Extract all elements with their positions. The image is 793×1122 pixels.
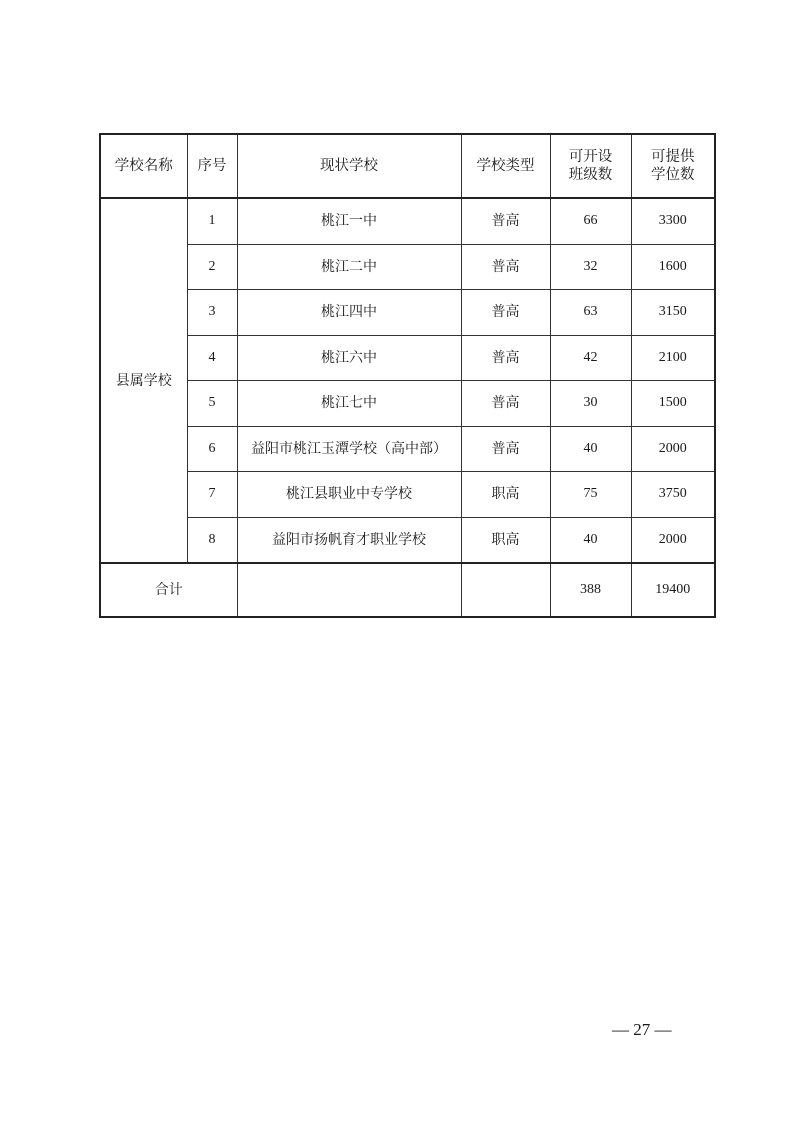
table-row xyxy=(100,517,715,563)
cell-type: 普高 xyxy=(461,381,550,427)
cell-classes: 42 xyxy=(550,335,631,381)
total-seats: 19400 xyxy=(631,563,715,617)
table-row xyxy=(100,290,715,336)
table-row xyxy=(100,198,715,244)
cell-type: 普高 xyxy=(461,335,550,381)
total-type-empty xyxy=(461,563,550,617)
table-row xyxy=(100,335,715,381)
header-seats-line1: 可提供 xyxy=(651,149,695,165)
cell-type: 普高 xyxy=(461,426,550,472)
cell-seats: 2000 xyxy=(631,517,715,563)
cell-seats: 3750 xyxy=(631,472,715,518)
cell-school: 桃江四中 xyxy=(237,290,461,336)
group-label: 县属学校 xyxy=(100,198,187,563)
cell-seq: 8 xyxy=(187,517,237,563)
cell-type: 职高 xyxy=(461,517,550,563)
table-row xyxy=(100,426,715,472)
cell-classes: 66 xyxy=(550,198,631,244)
cell-type: 普高 xyxy=(461,198,550,244)
cell-classes: 75 xyxy=(550,472,631,518)
total-classes: 388 xyxy=(550,563,631,617)
cell-seats: 2000 xyxy=(631,426,715,472)
table-row xyxy=(100,381,715,427)
cell-type: 普高 xyxy=(461,290,550,336)
table-row xyxy=(100,244,715,290)
header-type: 学校类型 xyxy=(461,134,550,198)
cell-classes: 40 xyxy=(550,517,631,563)
school-capacity-table xyxy=(99,133,716,618)
cell-seq: 2 xyxy=(187,244,237,290)
cell-school: 桃江六中 xyxy=(237,335,461,381)
cell-school: 益阳市桃江玉潭学校（高中部） xyxy=(237,426,461,472)
header-classes xyxy=(550,134,631,198)
cell-seq: 1 xyxy=(187,198,237,244)
header-classes-line2: 班级数 xyxy=(568,167,613,183)
cell-type: 职高 xyxy=(461,472,550,518)
cell-seats: 3150 xyxy=(631,290,715,336)
cell-classes: 40 xyxy=(550,426,631,472)
cell-seq: 5 xyxy=(187,381,237,427)
header-seats xyxy=(631,134,715,198)
cell-classes: 63 xyxy=(550,290,631,336)
header-seq: 序号 xyxy=(187,134,237,198)
cell-seats: 2100 xyxy=(631,335,715,381)
cell-school: 桃江七中 xyxy=(237,381,461,427)
cell-type: 普高 xyxy=(461,244,550,290)
cell-seats: 1600 xyxy=(631,244,715,290)
header-school: 现状学校 xyxy=(237,134,461,198)
total-label: 合计 xyxy=(100,563,237,617)
total-row xyxy=(100,563,715,617)
total-school-empty xyxy=(237,563,461,617)
cell-seq: 4 xyxy=(187,335,237,381)
table-header-row xyxy=(100,134,715,198)
cell-seq: 7 xyxy=(187,472,237,518)
cell-school: 益阳市扬帆育才职业学校 xyxy=(237,517,461,563)
table-row xyxy=(100,472,715,518)
page-number: — 27 — xyxy=(612,1020,672,1039)
cell-seats: 1500 xyxy=(631,381,715,427)
cell-school: 桃江一中 xyxy=(237,198,461,244)
header-seats-line2: 学位数 xyxy=(651,167,695,183)
cell-classes: 32 xyxy=(550,244,631,290)
cell-school: 桃江县职业中专学校 xyxy=(237,472,461,518)
header-classes-line1: 可开设 xyxy=(568,149,613,165)
cell-school: 桃江二中 xyxy=(237,244,461,290)
cell-seq: 6 xyxy=(187,426,237,472)
cell-seq: 3 xyxy=(187,290,237,336)
header-category: 学校名称 xyxy=(100,134,187,198)
cell-seats: 3300 xyxy=(631,198,715,244)
cell-classes: 30 xyxy=(550,381,631,427)
